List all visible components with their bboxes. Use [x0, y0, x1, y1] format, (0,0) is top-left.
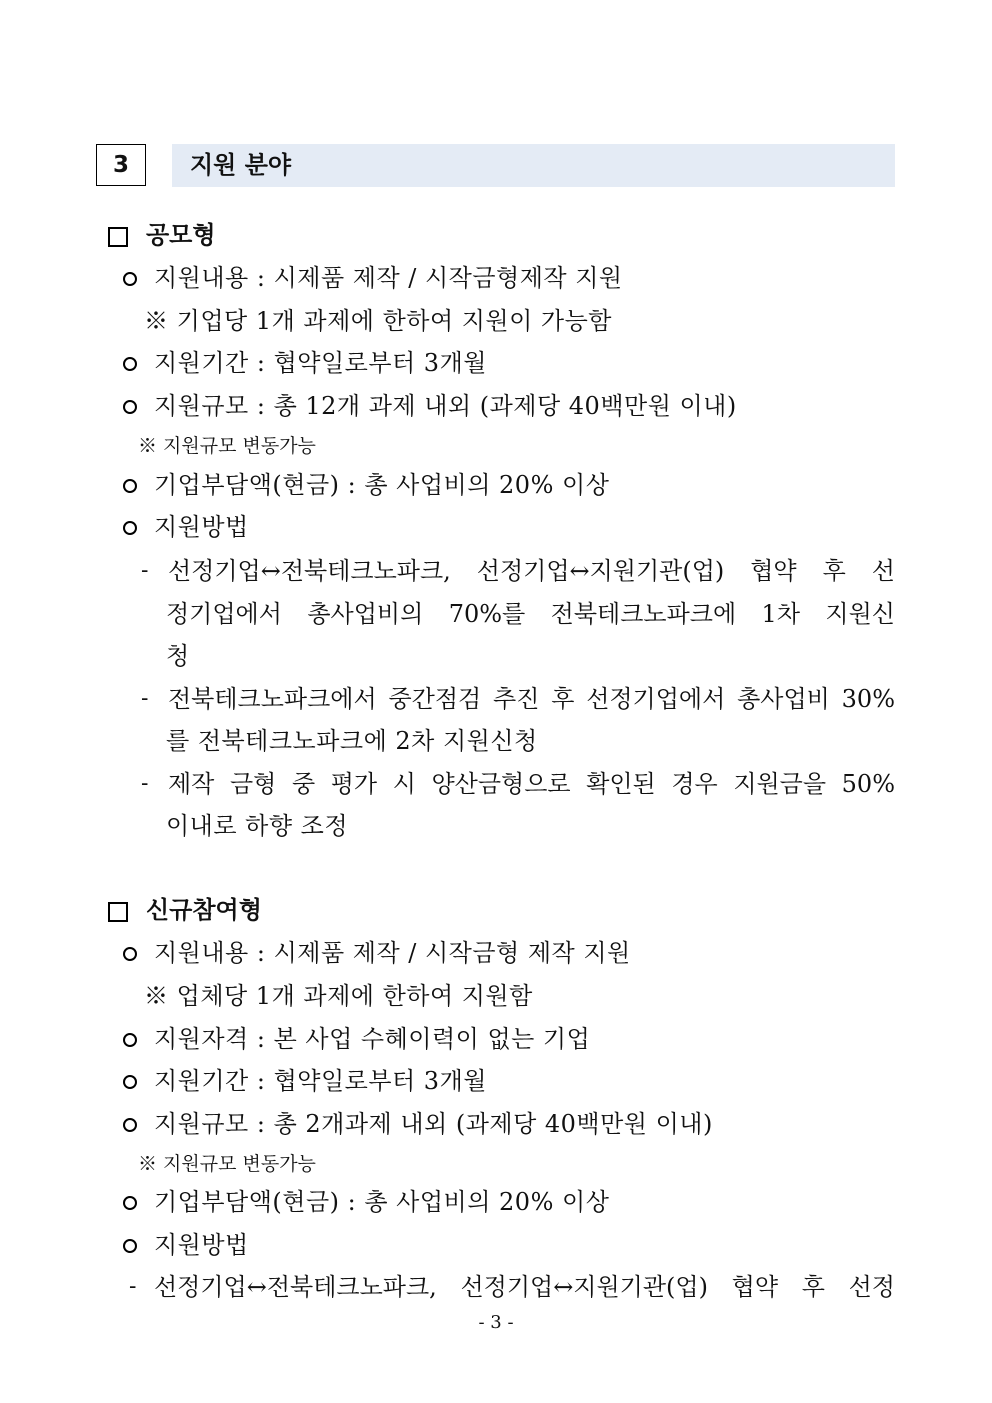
support-scale: 지원규모 : 총 12개 과제 내외 (과제당 40백만원 이내)	[154, 392, 737, 420]
method-item-line: 제작 금형 중 평가 시 양산금형으로 확인된 경우 지원금을 50%	[168, 770, 895, 798]
support-scale: 지원규모 : 총 2개과제 내외 (과제당 40백만원 이내)	[154, 1110, 713, 1138]
bullet-circle-icon	[123, 1075, 137, 1089]
bullet-circle-icon	[123, 479, 137, 493]
support-content: 지원내용 : 시제품 제작 / 시작금형제작 지원	[154, 264, 623, 292]
support-period: 지원기간 : 협약일로부터 3개월	[154, 1067, 487, 1095]
section-title: 지원 분야	[190, 151, 292, 179]
support-qualification: 지원자격 : 본 사업 수혜이력이 없는 기업	[154, 1025, 591, 1053]
method-item-line: 정기업에서 총사업비의 70%를 전북테크노파크에 1차 지원신	[166, 600, 895, 628]
method-item-line: 선정기업↔전북테크노파크, 선정기업↔지원기관(업) 협약 후 선	[168, 557, 895, 585]
bullet-circle-icon	[123, 947, 137, 961]
method-item-line: 청	[166, 642, 190, 670]
bullet-circle-icon	[123, 272, 137, 286]
support-period: 지원기간 : 협약일로부터 3개월	[154, 349, 487, 377]
dash-marker: -	[141, 686, 149, 711]
company-burden: 기업부담액(현금) : 총 사업비의 20% 이상	[154, 471, 610, 499]
bullet-circle-icon	[123, 1239, 137, 1253]
method-item-line: 이내로 하향 조정	[166, 812, 349, 840]
bullet-circle-icon	[123, 400, 137, 414]
support-method-title: 지원방법	[154, 1231, 249, 1259]
bullet-circle-icon	[123, 1196, 137, 1210]
page-number: - 3 -	[478, 1312, 514, 1333]
checkbox-square-icon	[108, 227, 128, 247]
bullet-circle-icon	[123, 357, 137, 371]
method-item-line: 전북테크노파크에서 중간점검 추진 후 선정기업에서 총사업비 30%	[168, 685, 895, 713]
support-content-note: ※ 업체당 1개 과제에 한하여 지원함	[144, 982, 533, 1010]
dash-marker: -	[141, 558, 149, 583]
group-title-public: 공모형	[146, 220, 216, 249]
group-title-new: 신규참여형	[146, 895, 262, 924]
support-scale-note: ※ 지원규모 변동가능	[138, 435, 316, 457]
support-method-title: 지원방법	[154, 513, 249, 541]
company-burden: 기업부담액(현금) : 총 사업비의 20% 이상	[154, 1188, 610, 1216]
dash-marker: -	[141, 771, 149, 796]
checkbox-square-icon	[108, 902, 128, 922]
method-item-line: 를 전북테크노파크에 2차 지원신청	[166, 727, 538, 755]
section-number: 3	[96, 144, 146, 186]
bullet-circle-icon	[123, 521, 137, 535]
method-item-line: 선정기업↔전북테크노파크, 선정기업↔지원기관(업) 협약 후 선정	[154, 1273, 895, 1301]
support-content: 지원내용 : 시제품 제작 / 시작금형 제작 지원	[154, 939, 631, 967]
support-content-note: ※ 기업당 1개 과제에 한하여 지원이 가능함	[144, 307, 612, 335]
bullet-circle-icon	[123, 1033, 137, 1047]
bullet-circle-icon	[123, 1118, 137, 1132]
dash-marker: -	[129, 1274, 137, 1299]
support-scale-note: ※ 지원규모 변동가능	[138, 1153, 316, 1175]
